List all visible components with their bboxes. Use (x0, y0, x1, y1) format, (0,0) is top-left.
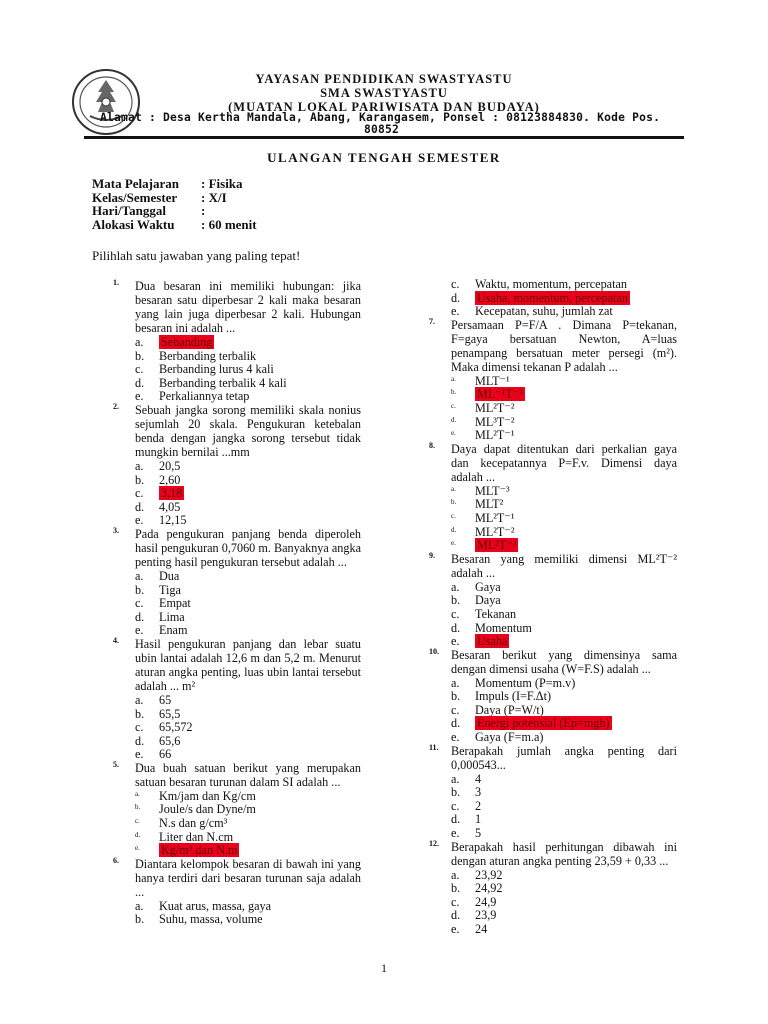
option-label: ML³T⁻² (475, 414, 515, 429)
option-letter: b. (135, 912, 145, 927)
option-label: ML⁻¹T⁻² (477, 387, 523, 402)
option-text (475, 401, 514, 415)
option-text (159, 376, 287, 390)
answer-option (451, 716, 677, 730)
option-letter: a. (135, 789, 140, 798)
option-letter: c. (451, 401, 456, 410)
option-letter: a. (451, 867, 460, 882)
answer-option (451, 634, 677, 648)
option-label: Momentum (P=m.v) (475, 675, 576, 690)
option-label: 4 (475, 771, 482, 786)
question-number: 12. (429, 838, 439, 848)
option-letter: a. (135, 692, 144, 707)
option-text (475, 415, 514, 429)
option-label: Suhu, massa, volume (159, 912, 263, 927)
option-label: Kecepatan, suhu, jumlah zat (475, 304, 613, 319)
highlighted-answer (159, 486, 184, 500)
option-text (159, 816, 227, 830)
option-text (159, 720, 193, 734)
highlighted-answer (475, 387, 525, 401)
option-text (159, 707, 180, 721)
option-text (475, 826, 481, 840)
option-label: Kuat arus, massa, gaya (159, 898, 272, 913)
option-label: Berbanding terbalik 4 kali (159, 375, 287, 390)
option-letter: d. (135, 733, 145, 748)
answer-option (135, 912, 361, 926)
option-text (475, 277, 627, 291)
question-number: 5. (113, 759, 119, 769)
option-letter: c. (135, 596, 144, 611)
option-letter: b. (135, 803, 141, 812)
option-letter: d. (451, 620, 461, 635)
answer-option (135, 816, 361, 830)
answer-option (135, 707, 361, 721)
option-label: 65 (159, 692, 172, 707)
option-label: Liter dan N.cm (159, 829, 234, 844)
option-letter: d. (135, 499, 145, 514)
option-letter: b. (451, 785, 461, 800)
option-text (475, 428, 514, 442)
option-label: 65,572 (159, 720, 193, 735)
option-label: Energi potensial (Ep=mgh) (477, 716, 610, 731)
option-text (475, 580, 501, 594)
option-text (475, 525, 514, 539)
option-label: Usaha, momentum, percepatan (477, 290, 628, 305)
question-number: 8. (429, 440, 435, 450)
option-text (475, 730, 543, 744)
question-item (113, 635, 361, 762)
option-text (475, 908, 496, 922)
answer-option (451, 593, 677, 607)
option-label: 65,6 (159, 733, 181, 748)
right-question-column (429, 277, 677, 936)
option-letter: d. (135, 830, 141, 839)
highlighted-answer (475, 291, 630, 305)
option-text (159, 610, 185, 624)
answer-option (451, 799, 677, 813)
answer-option (451, 387, 677, 401)
option-letter: d. (451, 290, 461, 305)
option-label: ML²T⁻³ (477, 538, 517, 553)
option-label: Berbanding lurus 4 kali (159, 362, 274, 377)
option-letter: c. (135, 720, 144, 735)
option-text (159, 596, 191, 610)
question-number: 1. (113, 278, 119, 287)
answer-option (135, 693, 361, 707)
question-number: 9. (429, 550, 435, 560)
question-number: 7. (429, 316, 435, 326)
option-letter: c. (135, 486, 144, 501)
continued-option (451, 304, 677, 318)
option-label: 3,18 (161, 486, 183, 501)
option-letter: a. (451, 579, 460, 594)
option-text (475, 497, 503, 511)
answer-option (451, 785, 677, 799)
question-text: Pada pengukuran panjang benda diperoleh hasil pengukuran 0,7060 m. Banyaknya angka penting hasil pengukuran tersebut adalah ... (135, 526, 361, 569)
question-text: Hasil pengukuran panjang dan lebar suatu ubin lantai adalah 12,6 m dan 5,2 m. Menurut aturan angka penting, luas ubin lantai tersebut adalah ... m² (135, 636, 361, 693)
option-text (159, 747, 171, 761)
answer-option (135, 389, 361, 403)
question-text: Berapakah jumlah angka penting dari 0,000543... (451, 743, 677, 772)
answer-option (451, 689, 677, 703)
option-text (159, 569, 179, 583)
option-text (475, 304, 613, 318)
option-letter: a. (135, 898, 144, 913)
answer-option (451, 580, 677, 594)
option-letter: b. (451, 881, 461, 896)
option-letter: d. (451, 525, 457, 534)
answer-option (135, 376, 361, 390)
option-letter: d. (135, 375, 145, 390)
question-text: Dua buah satuan berikut yang merupakan satuan besaran turunan dalam SI adalah ... (135, 760, 361, 789)
question-number: 4. (113, 635, 119, 645)
highlighted-answer (475, 538, 518, 552)
option-label: N.s dan g/cm³ (159, 816, 228, 831)
answer-option (135, 583, 361, 597)
option-letter: e. (135, 623, 144, 638)
question-text: Persamaan P=F/A . Dimana P=tekanan, F=gaya bersatuan Newton, A=luas penampang bersatuan meter persegi (m²). Maka dimensi tekanan P adalah ... (451, 317, 677, 374)
option-text (475, 593, 501, 607)
option-text (159, 459, 180, 473)
option-label: Daya (P=W/t) (475, 702, 544, 717)
option-letter: d. (451, 812, 461, 827)
option-letter: c. (451, 702, 460, 717)
option-letter: b. (135, 348, 145, 363)
option-letter: e. (451, 634, 460, 649)
option-letter: b. (451, 593, 461, 608)
option-label: 20,5 (159, 458, 181, 473)
answer-option (451, 826, 677, 840)
highlighted-answer (475, 716, 612, 730)
option-letter: b. (451, 689, 461, 704)
option-letter: c. (135, 362, 144, 377)
answer-option (451, 525, 677, 539)
option-label: Daya (475, 593, 501, 608)
answer-option (135, 500, 361, 514)
answer-option (135, 789, 361, 803)
answer-option (451, 428, 677, 442)
answer-option (135, 459, 361, 473)
answer-option (451, 868, 677, 882)
answer-option (135, 473, 361, 487)
left-question-column (113, 278, 361, 927)
option-label: 4,05 (159, 499, 181, 514)
school-subtitle: (MUATAN LOKAL PARIWISATA DAN BUDAYA) (228, 100, 540, 114)
foundation-name: YAYASAN PENDIDIKAN SWASTYASTU (255, 72, 513, 86)
option-label: Waktu, momentum, percepatan (475, 277, 627, 291)
option-text (159, 789, 256, 803)
option-label: ML²T⁻¹ (475, 510, 515, 525)
answer-option (135, 362, 361, 376)
question-text: Daya dapat ditentukan dari perkalian gaya dan kecepatannya P=F.v. Dimensi daya adalah ... (451, 441, 677, 484)
option-label: Joule/s dan Dyne/m (159, 802, 256, 817)
question-number: 6. (113, 855, 119, 865)
option-text (475, 374, 510, 388)
question-item (113, 759, 361, 858)
answer-option (135, 610, 361, 624)
option-letter: a. (451, 484, 456, 493)
question-item (113, 401, 361, 528)
question-number: 11. (429, 742, 439, 752)
option-letter: a. (451, 675, 460, 690)
option-label: Gaya (F=m.a) (475, 730, 544, 745)
answer-option (135, 720, 361, 734)
option-letter: e. (451, 922, 460, 936)
option-letter: a. (135, 568, 144, 583)
question-item (429, 646, 677, 745)
answer-option (451, 484, 677, 498)
option-text (159, 513, 186, 527)
page-number: 1 (381, 961, 387, 975)
option-letter: e. (451, 730, 460, 745)
option-label: 65,5 (159, 706, 181, 721)
option-label: Lima (159, 609, 185, 624)
option-letter: c. (451, 606, 460, 621)
answer-option (451, 812, 677, 826)
option-label: Dua (159, 568, 180, 583)
answer-option (451, 676, 677, 690)
highlighted-answer (159, 843, 239, 857)
option-text (475, 621, 532, 635)
option-label: Usaha (477, 634, 508, 649)
option-letter: e. (135, 513, 144, 528)
meta-row-subject: Mata Pelajaran : Fisika (92, 176, 243, 191)
option-text (475, 676, 575, 690)
question-item (429, 440, 677, 553)
option-text (159, 734, 180, 748)
question-item (113, 525, 361, 638)
answer-option (451, 895, 677, 909)
option-text (475, 772, 481, 786)
option-text (475, 895, 496, 909)
option-letter: c. (135, 817, 140, 826)
exam-meta (92, 177, 257, 231)
question-item (113, 278, 361, 404)
option-label: Momentum (475, 620, 532, 635)
option-label: ML²T⁻² (475, 400, 515, 415)
option-text (159, 830, 233, 844)
header-divider (84, 136, 684, 139)
answer-option (451, 415, 677, 429)
option-letter: d. (451, 716, 461, 731)
option-text (159, 389, 249, 403)
question-text: Besaran berikut yang dimensinya sama dengan dimensi usaha (W=F.S) adalah ... (451, 647, 677, 676)
option-letter: e. (451, 826, 460, 841)
answer-option (451, 772, 677, 786)
option-label: ML²T⁻¹ (475, 428, 515, 443)
option-text (475, 868, 502, 882)
answer-option (135, 747, 361, 761)
question-item (429, 838, 677, 936)
option-letter: d. (135, 609, 145, 624)
answer-option (135, 486, 361, 500)
answer-option (451, 730, 677, 744)
meta-row-time: Alokasi Waktu : 60 menit (92, 216, 257, 232)
answer-option (451, 511, 677, 525)
option-label: 24 (475, 922, 488, 936)
school-postcode: 80852 (364, 123, 400, 136)
answer-option (135, 349, 361, 363)
question-item (429, 316, 677, 443)
option-letter: a. (451, 771, 460, 786)
option-text (475, 689, 551, 703)
option-label: Berbanding terbalik (159, 348, 257, 363)
option-letter: a. (451, 374, 456, 383)
question-text: Besaran yang memiliki dimensi ML²T⁻² adalah ... (451, 551, 677, 580)
answer-option (451, 607, 677, 621)
option-label: Tiga (159, 582, 181, 597)
answer-option (451, 703, 677, 717)
option-label: Gaya (475, 579, 501, 594)
option-letter: e. (451, 304, 460, 319)
question-item (429, 742, 677, 841)
answer-option (135, 899, 361, 913)
question-number: 3. (113, 525, 119, 535)
option-label: 24,92 (475, 881, 503, 896)
answer-option (451, 922, 677, 936)
question-item (113, 855, 361, 927)
answer-option (135, 830, 361, 844)
option-letter: c. (451, 511, 456, 520)
option-label: 2,60 (159, 472, 181, 487)
option-label: Perkaliannya tetap (159, 389, 250, 404)
answer-option (451, 621, 677, 635)
option-letter: e. (451, 429, 456, 438)
option-text (159, 349, 256, 363)
option-label: 5 (475, 826, 482, 841)
option-letter: c. (451, 277, 460, 291)
option-text (159, 473, 180, 487)
answer-option (451, 374, 677, 388)
option-label: 2 (475, 798, 482, 813)
option-label: Empat (159, 596, 191, 611)
option-text (159, 899, 271, 913)
option-letter: e. (451, 539, 456, 548)
option-text (475, 703, 544, 717)
option-text (159, 623, 187, 637)
question-text: Diantara kelompok besaran di bawah ini yang hanya terdiri dari besaran turunan saja adalah ... (135, 856, 361, 899)
question-text: Dua besaran ini memiliki hubungan: jika besaran satu diperbesar 2 kali maka besaran yang lain juga diperbesar 2 kali. Hubungan besaran ini adalah ... (135, 279, 361, 335)
option-text (159, 500, 180, 514)
meta-row-date: Hari/Tanggal : (92, 203, 206, 218)
option-letter: c. (451, 894, 460, 909)
option-text (475, 484, 510, 498)
option-label: 24,9 (475, 894, 497, 909)
option-label: 1 (475, 812, 482, 827)
answer-option (451, 881, 677, 895)
option-label: Impuls (I=F.Δt) (475, 689, 552, 704)
school-address: Alamat : Desa Kertha Mandala, Abang, Karangasem, Ponsel : 08123884830. Kode Pos. (100, 111, 661, 124)
option-text (475, 812, 481, 826)
option-text (475, 881, 502, 895)
answer-option (135, 734, 361, 748)
option-letter: e. (135, 747, 144, 762)
question-number: 2. (113, 401, 119, 411)
instruction-text: Pilihlah satu jawaban yang paling tepat! (92, 248, 301, 263)
option-label: 23,9 (475, 908, 497, 923)
option-label: Enam (159, 623, 188, 638)
option-letter: d. (451, 908, 461, 923)
highlighted-answer (475, 634, 509, 648)
option-text (159, 583, 181, 597)
question-text: Berapakah hasil perhitungan dibawah ini dengan aturan angka penting 23,59 + 0,33 ... (451, 839, 677, 868)
answer-option (135, 596, 361, 610)
option-label: Km/jam dan Kg/cm (159, 788, 256, 803)
answer-option (135, 843, 361, 857)
answer-option (135, 335, 361, 349)
meta-row-class: Kelas/Semester : X/I (92, 189, 227, 205)
option-letter: d. (451, 415, 457, 424)
exam-title: ULANGAN TENGAH SEMESTER (267, 150, 501, 165)
option-letter: b. (451, 388, 457, 397)
option-label: ML²T⁻² (475, 524, 515, 539)
option-letter: b. (135, 706, 145, 721)
option-text (159, 912, 263, 926)
option-text (475, 511, 514, 525)
answer-option (451, 497, 677, 511)
option-letter: a. (135, 458, 144, 473)
question-text: Sebuah jangka sorong memiliki skala nonius sejumlah 20 skala. Pengukuran ketebalan benda dengan jangka sorong tersebut tidak mungkin bernilai ...mm (135, 402, 361, 459)
option-letter: a. (135, 335, 144, 349)
continued-option (451, 277, 677, 291)
option-text (159, 362, 274, 376)
option-text (159, 802, 256, 816)
option-letter: b. (135, 582, 145, 597)
option-text (475, 785, 481, 799)
option-label: 3 (475, 785, 482, 800)
option-label: 66 (159, 747, 172, 762)
answer-option (135, 569, 361, 583)
school-name: SMA SWASTYASTU (320, 86, 448, 100)
answer-option (451, 401, 677, 415)
option-label: 23,92 (475, 867, 503, 882)
answer-option (135, 513, 361, 527)
question-item (429, 550, 677, 649)
answer-option (135, 623, 361, 637)
answer-option (135, 802, 361, 816)
answer-option (451, 538, 677, 552)
option-letter: c. (451, 798, 460, 813)
option-label: Sebanding (161, 335, 213, 349)
question-number: 10. (429, 646, 439, 656)
continued-option (451, 291, 677, 305)
option-letter: b. (451, 498, 457, 507)
option-label: MLT² (475, 497, 504, 512)
option-label: MLT⁻³ (475, 483, 510, 498)
option-letter: e. (135, 389, 144, 404)
option-label: 12,15 (159, 513, 187, 528)
option-text (475, 607, 516, 621)
answer-option (451, 908, 677, 922)
option-label: MLT⁻¹ (475, 373, 510, 388)
option-text (475, 922, 487, 936)
option-text (159, 693, 171, 707)
option-label: Kg/m³ dan N.m (161, 843, 238, 858)
option-text (475, 799, 481, 813)
option-letter: e. (135, 844, 140, 853)
option-letter: b. (135, 472, 145, 487)
option-label: Tekanan (475, 606, 517, 621)
highlighted-answer (159, 335, 214, 349)
